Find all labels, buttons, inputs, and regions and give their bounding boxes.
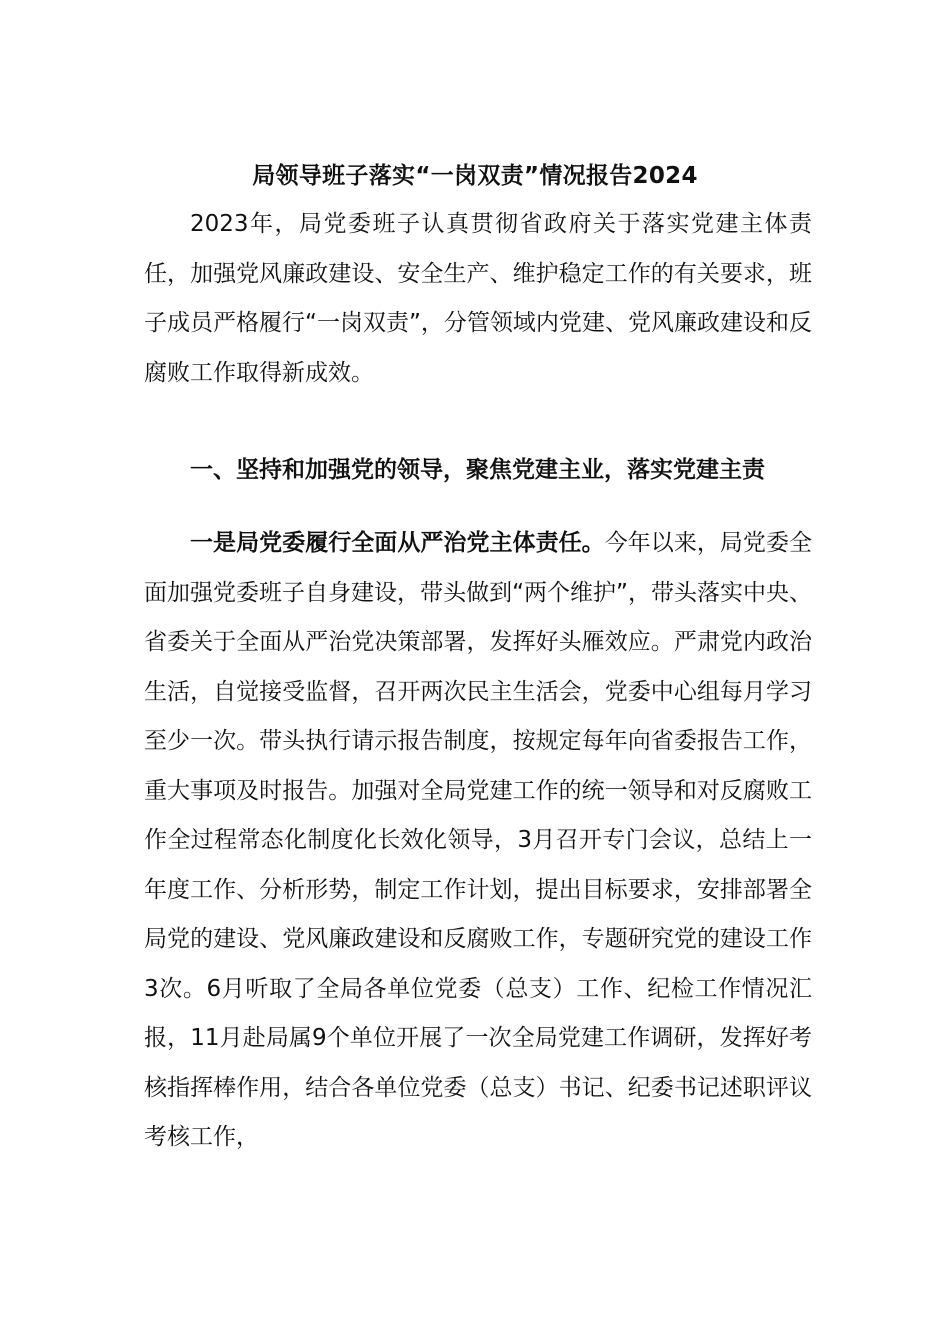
paragraph-lead: 一是局党委履行全面从严治党主体责任。 bbox=[190, 530, 605, 556]
paragraph-text: 今年以来，局党委全面加强党委班子自身建设，带头做到“两个维护”，带头落实中央、省委关于全面从严治党决策部署，发挥好头雁效应。严肃党内政治生活，自觉接受监督，召开两次民主生活会，党委中心组每月学习至少一次。带头执行请示报告制度，按规定每年向省委报告工作，重大事项及时报告。加强对全局党建工作的统一领导和对反腐败工作全过程常态化制度化长效化领导，3月召开专门会议，总结上一年度工作、分析形势，制定工作计划，提出目标要求，安排部署全局党的建设、党风廉政建设和反腐败工作，专题研究党的建设工作3次。6月听取了全局各单位党委（总支）工作、纪检工作情况汇报，11月赴局属9个单位开展了一次全局党建工作调研，发挥好考核指挥棒作用，结合各单位党委（总支）书记、纪委书记述职评议考核工作， bbox=[144, 530, 813, 1150]
document-title: 局领导班子落实“一岗双责”情况报告2024 bbox=[252, 163, 698, 189]
intro-paragraph: 2023年，局党委班子认真贯彻省政府关于落实党建主体责任，加强党风廉政建设、安全生产、维护稳定工作的有关要求，班子成员严格履行“一岗双责”，分管领域内党建、党风廉政建设和反腐败工作取得新成效。 bbox=[144, 211, 812, 386]
body-paragraph bbox=[144, 519, 812, 1163]
section-heading: 一、坚持和加强党的领导，聚焦党建主业，落实党建主责 bbox=[190, 457, 765, 483]
